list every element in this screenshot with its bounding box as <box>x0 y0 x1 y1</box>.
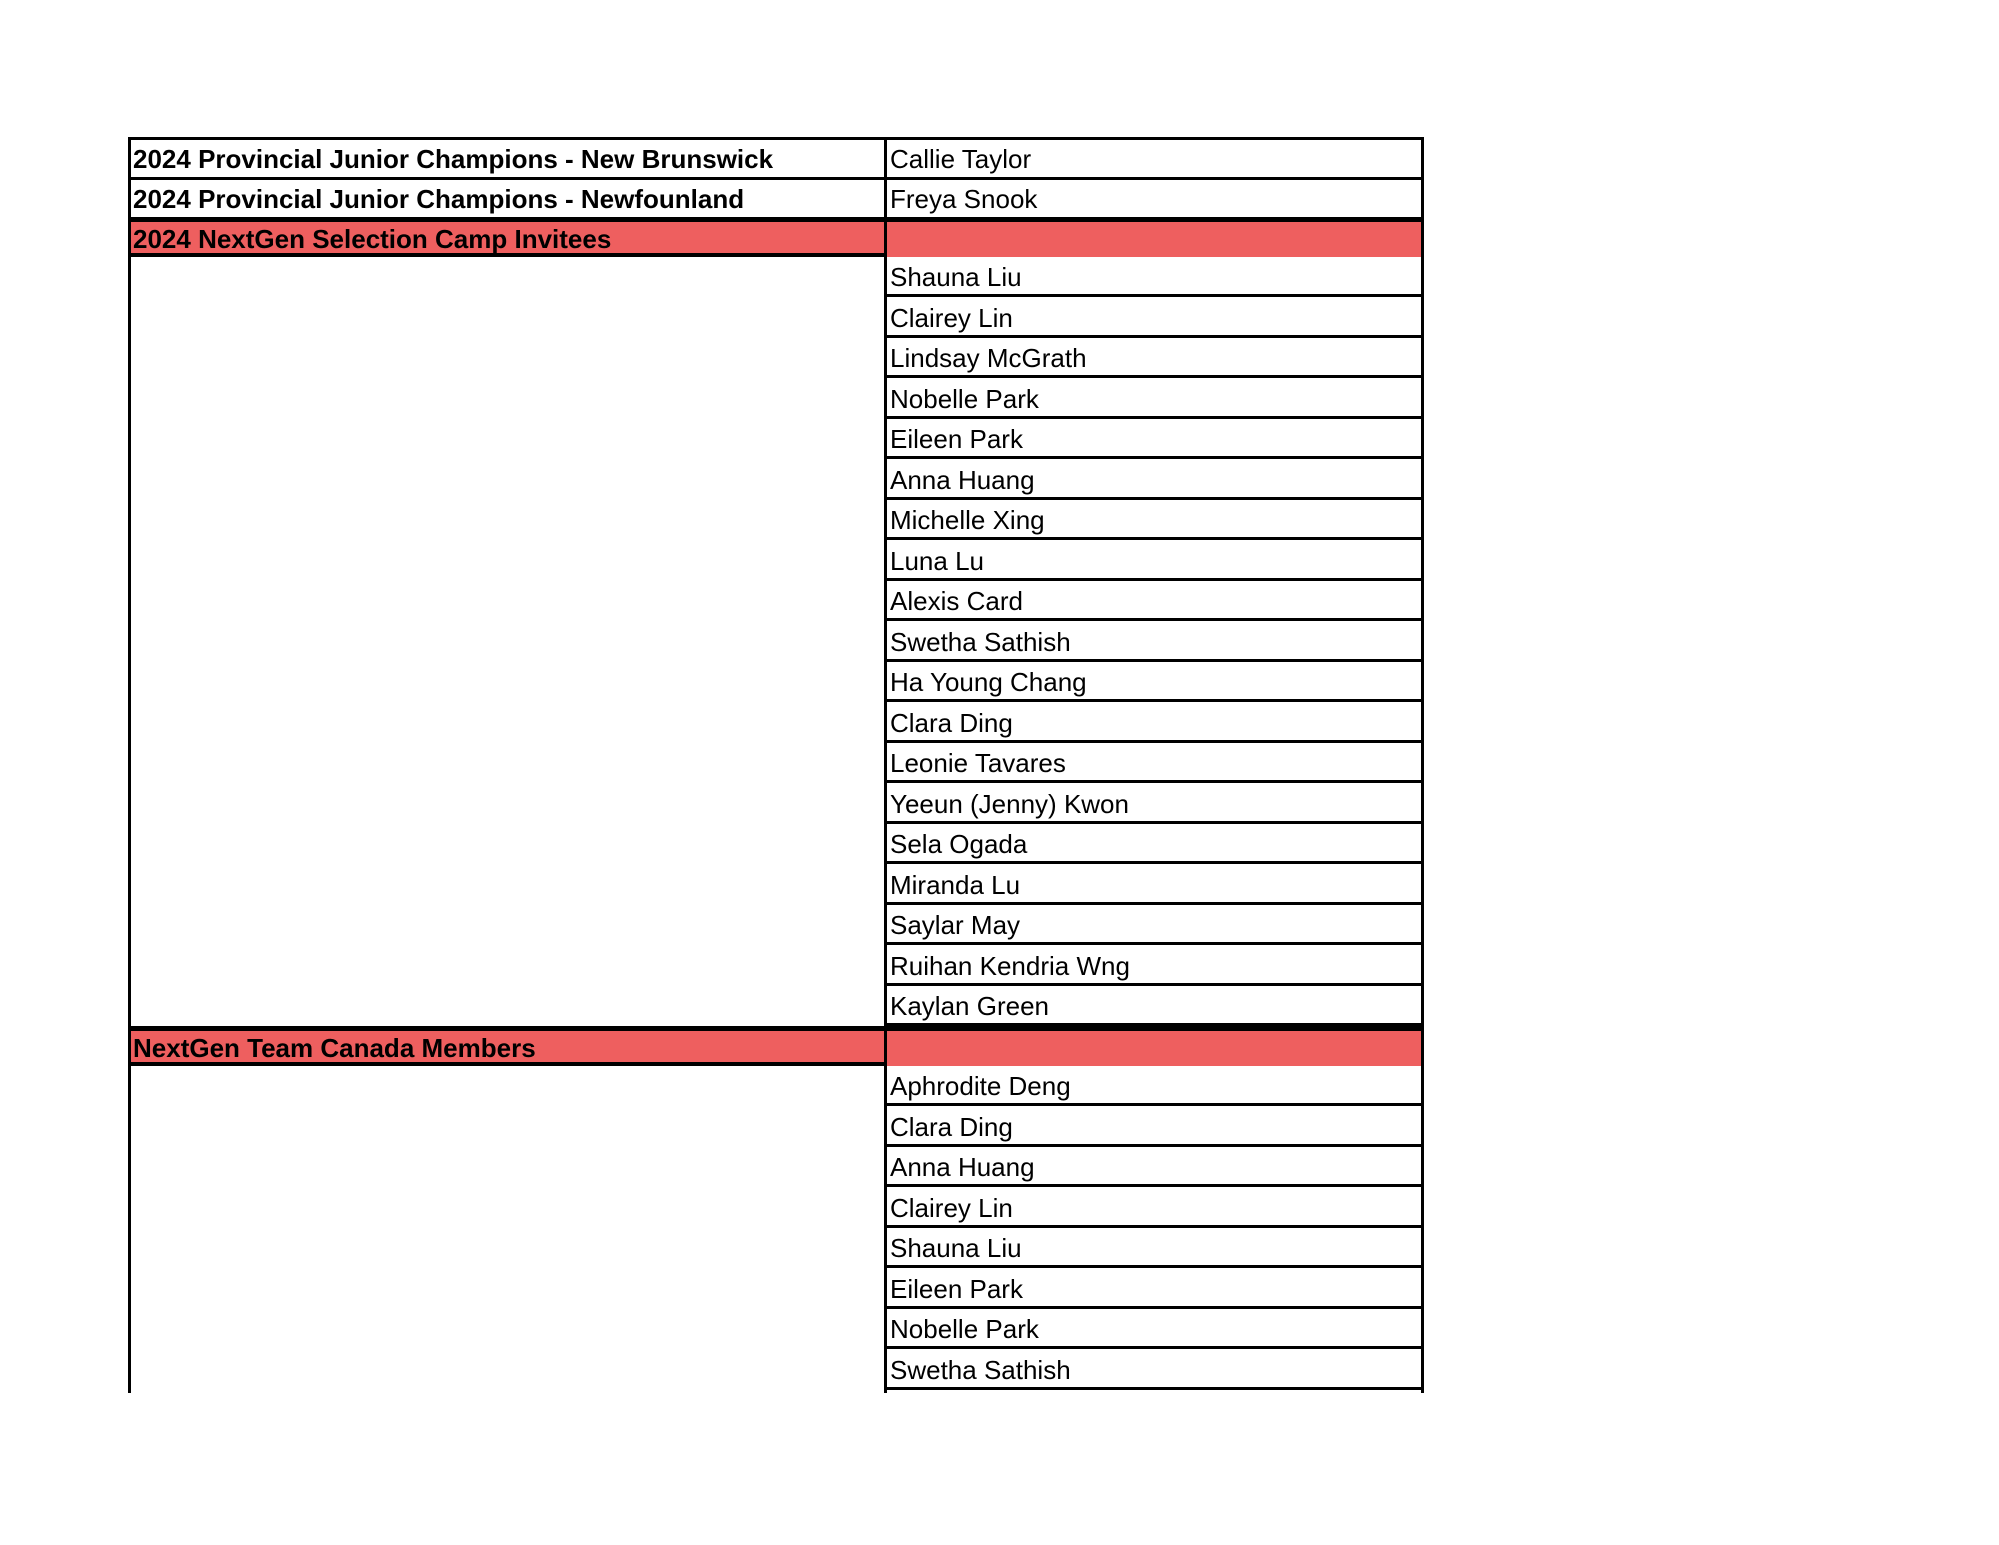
member-name: Leonie Tavares <box>885 743 1424 783</box>
name-row <box>128 298 1424 338</box>
member-name: Clara Ding <box>885 1107 1424 1147</box>
member-name: Clara Ding <box>885 703 1424 743</box>
member-name: Swetha Sathish <box>885 1350 1424 1390</box>
section-header-blank-cell <box>885 1026 1424 1066</box>
left-border-line <box>128 137 131 1393</box>
name-row <box>128 905 1424 945</box>
member-name: Yeeun (Jenny) Kwon <box>885 784 1424 824</box>
champion-row <box>128 177 1424 217</box>
name-row <box>128 703 1424 743</box>
champion-row <box>128 137 1424 177</box>
member-name: Clairey Lin <box>885 298 1424 338</box>
member-name: Shauna Liu <box>885 1228 1424 1268</box>
member-name: Nobelle Park <box>885 379 1424 419</box>
name-row <box>128 1107 1424 1147</box>
name-row <box>128 338 1424 378</box>
section-title: 2024 NextGen Selection Camp Invitees <box>128 217 885 257</box>
right-border-line <box>1421 137 1424 1393</box>
name-row <box>128 622 1424 662</box>
name-row <box>128 1309 1424 1349</box>
champion-title: 2024 Provincial Junior Champions - Newfounland <box>128 177 885 217</box>
member-name: Saylar May <box>885 905 1424 945</box>
champion-name: Freya Snook <box>885 177 1424 217</box>
champion-name: Callie Taylor <box>885 137 1424 177</box>
name-row <box>128 743 1424 783</box>
champion-title: 2024 Provincial Junior Champions - New Brunswick <box>128 137 885 177</box>
section-header-team-members <box>128 1026 1424 1066</box>
name-row <box>128 500 1424 540</box>
member-name: Michelle Xing <box>885 500 1424 540</box>
spreadsheet-table <box>128 137 1424 1393</box>
member-name: Luna Lu <box>885 541 1424 581</box>
name-row <box>128 379 1424 419</box>
name-row <box>128 460 1424 500</box>
name-row <box>128 1228 1424 1268</box>
member-name: Kaylan Green <box>885 986 1424 1026</box>
member-name: Miranda Lu <box>885 865 1424 905</box>
name-row <box>128 946 1424 986</box>
member-name: Alexis Card <box>885 581 1424 621</box>
name-row <box>128 824 1424 864</box>
member-name: Eileen Park <box>885 419 1424 459</box>
name-row <box>128 1350 1424 1390</box>
name-row <box>128 581 1424 621</box>
name-row <box>128 865 1424 905</box>
middle-border-line <box>884 137 887 1393</box>
name-row <box>128 1147 1424 1187</box>
name-row <box>128 662 1424 702</box>
member-name: Nobelle Park <box>885 1309 1424 1349</box>
member-name: Ruihan Kendria Wng <box>885 946 1424 986</box>
name-row <box>128 1269 1424 1309</box>
member-name: Sela Ogada <box>885 824 1424 864</box>
section-title: NextGen Team Canada Members <box>128 1026 885 1066</box>
member-name: Anna Huang <box>885 460 1424 500</box>
name-row <box>128 784 1424 824</box>
member-name: Anna Huang <box>885 1147 1424 1187</box>
member-name: Ha Young Chang <box>885 662 1424 702</box>
member-name: Shauna Liu <box>885 257 1424 297</box>
section-header-blank-cell <box>885 217 1424 257</box>
member-name: Lindsay McGrath <box>885 338 1424 378</box>
member-name: Eileen Park <box>885 1269 1424 1309</box>
name-row <box>128 1188 1424 1228</box>
name-row <box>128 257 1424 297</box>
name-row <box>128 541 1424 581</box>
member-name: Swetha Sathish <box>885 622 1424 662</box>
member-name: Clairey Lin <box>885 1188 1424 1228</box>
name-row <box>128 986 1424 1026</box>
member-name: Aphrodite Deng <box>885 1066 1424 1106</box>
section-header-invitees <box>128 217 1424 257</box>
name-row <box>128 1066 1424 1106</box>
name-row <box>128 419 1424 459</box>
